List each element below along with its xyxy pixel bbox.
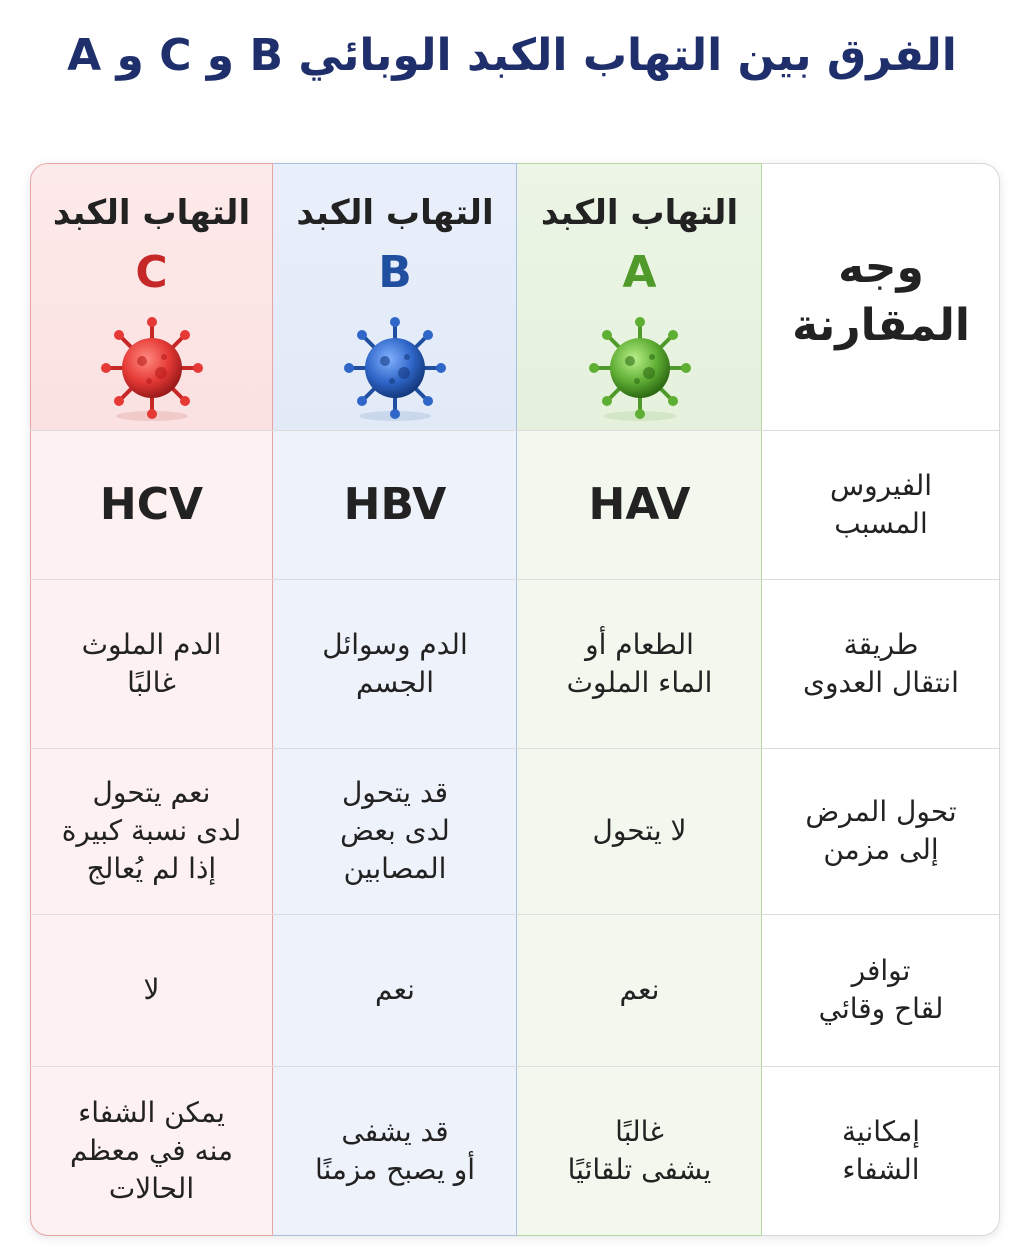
header-letter-c: C <box>135 247 168 298</box>
row-label-text: طريقة انتقال العدوى <box>803 627 959 699</box>
cell-virus-b <box>273 430 517 579</box>
cell-text: HCV <box>99 478 204 530</box>
cell-transmission-c <box>30 579 273 748</box>
cell-chronic-c <box>30 748 273 914</box>
row-label-cure <box>762 1066 1000 1236</box>
header-hepatitis-a <box>517 163 762 430</box>
header-comparison-aspect <box>762 163 1000 430</box>
cell-text: نعم <box>375 973 415 1006</box>
cell-text: لا <box>143 973 160 1006</box>
header-comparison-aspect-label: وجه المقارنة <box>792 241 970 351</box>
cell-vaccine-a <box>517 914 762 1066</box>
cell-text: HBV <box>343 478 447 530</box>
cell-text: لا يتحول <box>592 814 687 847</box>
cell-text: نعم <box>619 973 660 1006</box>
page-title: الفرق بين التهاب الكبد الوبائي B و C و A <box>67 30 957 81</box>
cell-cure-a <box>517 1066 762 1236</box>
row-label-virus <box>762 430 1000 579</box>
header-hepatitis-b <box>273 163 517 430</box>
blue-virus-icon <box>340 313 450 423</box>
cell-text: نعم يتحول لدى نسبة كبيرة إذا لم يُعالج <box>61 776 242 885</box>
row-label-text: تحول المرض إلى مزمن <box>805 795 957 866</box>
comparison-table <box>30 163 1000 1236</box>
row-label-text: الفيروس المسبب <box>829 468 933 540</box>
cell-text: قد يتحول لدى بعض المصابين <box>340 776 450 885</box>
header-title-c: التهاب الكبد <box>52 193 251 233</box>
cell-vaccine-c <box>30 914 273 1066</box>
header-letter-b: B <box>378 247 412 298</box>
cell-text: قد يشفى أو يصبح مزمنًا <box>314 1115 476 1186</box>
header-title-a: التهاب الكبد <box>540 193 739 233</box>
header-letter-a: A <box>622 247 657 298</box>
cell-virus-c <box>30 430 273 579</box>
cell-cure-c <box>30 1066 273 1236</box>
cell-chronic-b <box>273 748 517 914</box>
cell-chronic-a <box>517 748 762 914</box>
cell-text: HAV <box>588 478 691 530</box>
row-label-text: توافر لقاح وقائي <box>818 954 944 1025</box>
cell-text: الدم وسوائل الجسم <box>322 627 468 699</box>
cell-text: الدم الملوث غالبًا <box>81 627 222 699</box>
cell-text: الطعام أو الماء الملوث <box>566 627 713 699</box>
row-label-text: إمكانية الشفاء <box>841 1115 921 1186</box>
row-label-chronic <box>762 748 1000 914</box>
cell-vaccine-b <box>273 914 517 1066</box>
green-virus-icon <box>585 313 695 423</box>
row-label-transmission <box>762 579 1000 748</box>
cell-transmission-b <box>273 579 517 748</box>
cell-virus-a <box>517 430 762 579</box>
red-virus-icon <box>97 313 207 423</box>
row-label-vaccine <box>762 914 1000 1066</box>
cell-cure-b <box>273 1066 517 1236</box>
cell-transmission-a <box>517 579 762 748</box>
cell-text: يمكن الشفاء منه في معظم الحالات <box>69 1096 234 1205</box>
header-hepatitis-c <box>30 163 273 430</box>
cell-text: غالبًا يشفى تلقائيًا <box>567 1115 712 1186</box>
header-title-b: التهاب الكبد <box>296 193 494 233</box>
